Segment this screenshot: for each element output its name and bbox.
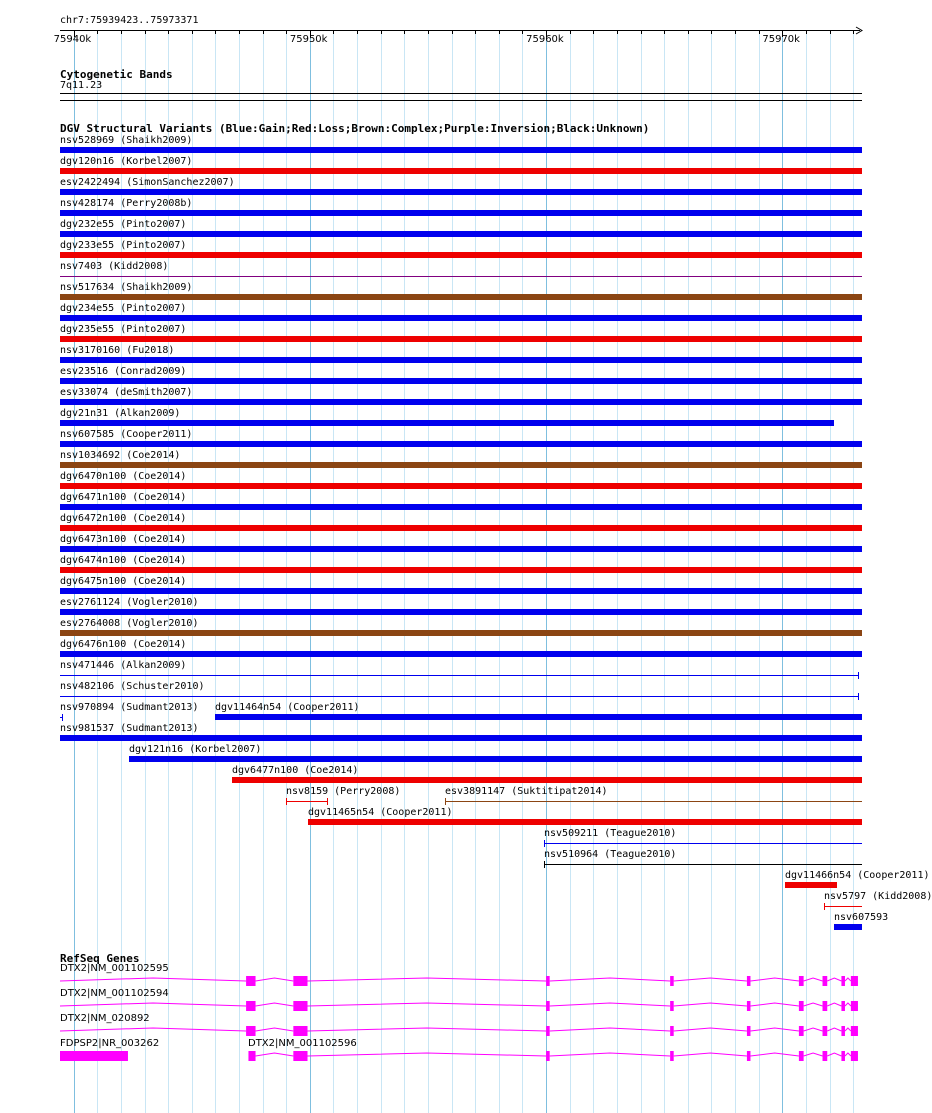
variant-label[interactable]: esv3891147 (Suktitipat2014) xyxy=(445,786,608,797)
tick-label: 75950k xyxy=(289,34,328,45)
exon-block[interactable] xyxy=(60,1051,128,1061)
intron-line xyxy=(750,1028,798,1031)
gene-label[interactable]: DTX2|NM_001102595 xyxy=(60,963,169,974)
variant-label[interactable]: dgv6470n100 (Coe2014) xyxy=(60,471,187,482)
intron-line xyxy=(750,978,798,981)
exon-block[interactable] xyxy=(823,1051,828,1061)
tick-label: 75970k xyxy=(762,34,800,45)
exon-block[interactable] xyxy=(546,1026,550,1036)
exon-block[interactable] xyxy=(293,1001,307,1011)
intron-line xyxy=(256,1028,294,1031)
variant-label[interactable]: nsv981537 (Sudmant2013) xyxy=(60,723,199,734)
intron-line xyxy=(845,978,851,981)
intron-line xyxy=(827,1003,841,1006)
exon-block[interactable] xyxy=(851,1051,858,1061)
intron-line xyxy=(674,1028,747,1031)
cytoband-label: 7q11.23 xyxy=(60,80,103,91)
variant-label[interactable]: nsv1034692 (Coe2014) xyxy=(60,450,181,461)
intron-line xyxy=(308,1053,547,1056)
exon-block[interactable] xyxy=(246,1026,255,1036)
variant-label[interactable]: dgv11466n54 (Cooper2011) xyxy=(785,870,930,881)
exon-block[interactable] xyxy=(823,976,828,986)
gene-label[interactable]: FDPSP2|NR_003262 xyxy=(60,1038,160,1049)
exon-block[interactable] xyxy=(293,976,307,986)
variant-label[interactable]: dgv120n16 (Korbel2007) xyxy=(60,156,193,167)
exon-block[interactable] xyxy=(670,1001,674,1011)
intron-line xyxy=(674,978,747,981)
intron-line xyxy=(845,1003,851,1006)
variant-label[interactable]: dgv234e55 (Pinto2007) xyxy=(60,303,187,314)
variant-label[interactable]: dgv11464n54 (Cooper2011) xyxy=(215,702,360,713)
variant-label[interactable]: nsv471446 (Alkan2009) xyxy=(60,660,187,671)
gene-label[interactable]: DTX2|NM_020892 xyxy=(60,1013,150,1024)
variant-label[interactable]: nsv428174 (Perry2008b) xyxy=(60,198,193,209)
exon-block[interactable] xyxy=(248,1051,255,1061)
variant-label[interactable]: nsv482106 (Schuster2010) xyxy=(60,681,205,692)
intron-line xyxy=(308,1003,547,1006)
variant-label[interactable]: nsv3170160 (Fu2018) xyxy=(60,345,175,356)
exon-block[interactable] xyxy=(747,976,751,986)
intron-line xyxy=(804,1003,823,1006)
exon-block[interactable] xyxy=(293,1051,307,1061)
intron-line xyxy=(308,1028,547,1031)
intron-line xyxy=(804,978,823,981)
variant-label[interactable]: nsv607593 xyxy=(834,912,889,923)
exon-block[interactable] xyxy=(670,976,674,986)
intron-line xyxy=(827,978,841,981)
intron-line xyxy=(804,1028,823,1031)
exon-block[interactable] xyxy=(841,1001,845,1011)
intron-line xyxy=(60,978,246,981)
exon-block[interactable] xyxy=(670,1051,674,1061)
intron-line xyxy=(674,1003,747,1006)
variant-label[interactable]: dgv232e55 (Pinto2007) xyxy=(60,219,187,230)
exon-block[interactable] xyxy=(546,1051,550,1061)
intron-line xyxy=(60,1003,246,1006)
exon-block[interactable] xyxy=(293,1026,307,1036)
cytoband-track-title: Cytogenetic Bands xyxy=(60,68,173,81)
tick-label: 75960k xyxy=(526,34,564,45)
intron-line xyxy=(674,1053,747,1056)
intron-line xyxy=(256,1053,294,1056)
variant-label[interactable]: dgv6471n100 (Coe2014) xyxy=(60,492,187,503)
dgv-track-title: DGV Structural Variants (Blue:Gain;Red:Loss;Brown:Complex;Purple:Inversion;Black:Unknown) xyxy=(60,122,650,135)
exon-block[interactable] xyxy=(851,1001,858,1011)
variant-label[interactable]: nsv509211 (Teague2010) xyxy=(544,828,677,839)
variant-label[interactable]: nsv510964 (Teague2010) xyxy=(544,849,677,860)
variant-label[interactable]: dgv6472n100 (Coe2014) xyxy=(60,513,187,524)
variant-label[interactable]: dgv6473n100 (Coe2014) xyxy=(60,534,187,545)
gene-label[interactable]: DTX2|NM_001102594 xyxy=(60,988,169,999)
variant-label[interactable]: dgv6477n100 (Coe2014) xyxy=(232,765,359,776)
variant-label[interactable]: nsv5797 (Kidd2008) xyxy=(824,891,932,902)
exon-block[interactable] xyxy=(799,976,804,986)
variant-label[interactable]: nsv8159 (Perry2008) xyxy=(286,786,401,797)
exon-block[interactable] xyxy=(799,1026,804,1036)
exon-block[interactable] xyxy=(747,1026,751,1036)
exon-block[interactable] xyxy=(546,1001,550,1011)
intron-line xyxy=(750,1003,798,1006)
intron-line xyxy=(845,1028,851,1031)
variant-label[interactable]: esv2761124 (Vogler2010) xyxy=(60,597,199,608)
variant-label[interactable]: esv2422494 (SimonSanchez2007) xyxy=(60,177,235,188)
variant-label[interactable]: dgv121n16 (Korbel2007) xyxy=(129,744,262,755)
exon-block[interactable] xyxy=(546,976,550,986)
intron-line xyxy=(550,1003,670,1006)
exon-block[interactable] xyxy=(246,1001,255,1011)
exon-block[interactable] xyxy=(799,1051,804,1061)
intron-line xyxy=(550,1028,670,1031)
intron-line xyxy=(827,1028,841,1031)
intron-line xyxy=(827,1053,841,1056)
coordinate-range-label: chr7:75939423..75973371 xyxy=(60,15,199,26)
exon-block[interactable] xyxy=(747,1001,751,1011)
refseq-track-title: RefSeq Genes xyxy=(60,952,140,965)
exon-block[interactable] xyxy=(851,1026,858,1036)
exon-block[interactable] xyxy=(841,976,845,986)
intron-line xyxy=(845,1053,851,1056)
variant-label[interactable]: esv23516 (Conrad2009) xyxy=(60,366,187,377)
variant-label[interactable]: dgv6474n100 (Coe2014) xyxy=(60,555,187,566)
intron-line xyxy=(256,978,294,981)
variant-label[interactable]: esv2764008 (Vogler2010) xyxy=(60,618,199,629)
intron-line xyxy=(550,1053,670,1056)
variant-label[interactable]: nsv607585 (Cooper2011) xyxy=(60,429,193,440)
variant-label[interactable]: dgv21n31 (Alkan2009) xyxy=(60,408,181,419)
exon-block[interactable] xyxy=(841,1026,845,1036)
variant-label[interactable]: nsv528969 (Shaikh2009) xyxy=(60,135,193,146)
exon-block[interactable] xyxy=(841,1051,845,1061)
variant-label[interactable]: nsv970894 (Sudmant2013) xyxy=(60,702,199,713)
intron-line xyxy=(256,1003,294,1006)
exon-block[interactable] xyxy=(823,1001,828,1011)
intron-line xyxy=(60,1028,246,1031)
exon-block[interactable] xyxy=(670,1026,674,1036)
intron-line xyxy=(308,978,547,981)
gene-label[interactable]: DTX2|NM_001102596 xyxy=(248,1038,357,1049)
variant-label[interactable]: dgv233e55 (Pinto2007) xyxy=(60,240,187,251)
variant-label[interactable]: dgv235e55 (Pinto2007) xyxy=(60,324,187,335)
variant-label[interactable]: nsv7403 (Kidd2008) xyxy=(60,261,169,272)
variant-label[interactable]: esv33074 (deSmith2007) xyxy=(60,387,193,398)
exon-block[interactable] xyxy=(851,976,858,986)
intron-line xyxy=(550,978,670,981)
variant-label[interactable]: nsv517634 (Shaikh2009) xyxy=(60,282,193,293)
variant-label[interactable]: dgv11465n54 (Cooper2011) xyxy=(308,807,453,818)
variant-label[interactable]: dgv6475n100 (Coe2014) xyxy=(60,576,187,587)
exon-block[interactable] xyxy=(799,1001,804,1011)
exon-block[interactable] xyxy=(747,1051,751,1061)
tick-label: 75940k xyxy=(53,34,92,45)
intron-line xyxy=(750,1053,798,1056)
exon-block[interactable] xyxy=(823,1026,828,1036)
intron-line xyxy=(804,1053,823,1056)
exon-block[interactable] xyxy=(246,976,255,986)
variant-label[interactable]: dgv6476n100 (Coe2014) xyxy=(60,639,187,650)
